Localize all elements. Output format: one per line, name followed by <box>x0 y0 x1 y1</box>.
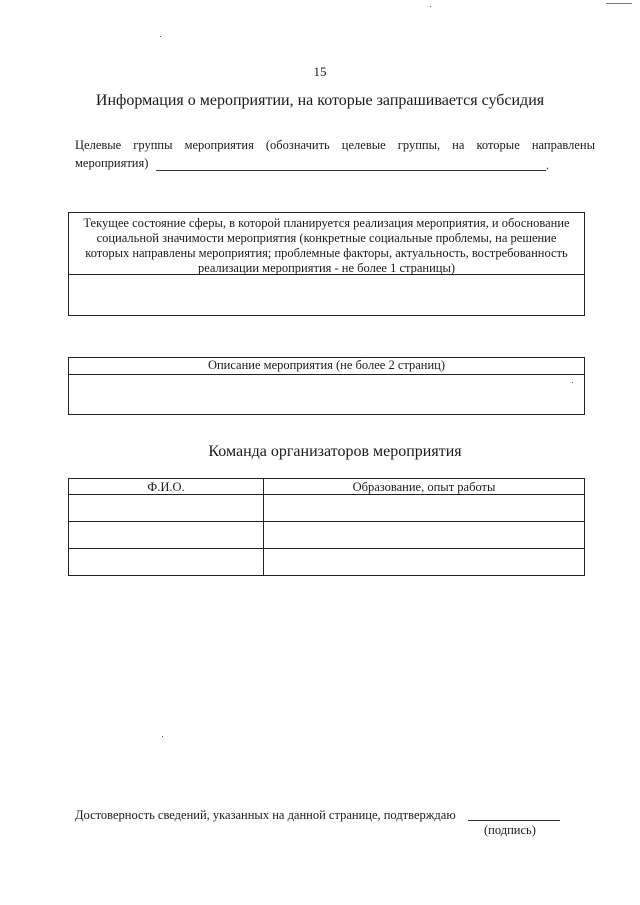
current-state-header <box>69 213 584 275</box>
scan-speck <box>162 736 163 737</box>
signature-caption: (подпись) <box>484 823 536 837</box>
current-state-header-line: Текущее состояние сферы, в которой планируется реализация мероприятия, и обоснование <box>83 216 570 230</box>
signature-line[interactable] <box>468 820 560 821</box>
column-header-name: Ф.И.О. <box>69 479 264 495</box>
current-state-header-line: социальной значимости мероприятия (конкретные социальные проблемы, на решение <box>96 231 557 245</box>
description-content-area[interactable] <box>69 375 584 414</box>
team-cell-name[interactable] <box>69 495 264 522</box>
team-table <box>68 478 585 576</box>
team-cell-education[interactable] <box>264 522 585 549</box>
table-row <box>69 495 585 522</box>
team-cell-education[interactable] <box>264 549 585 576</box>
target-groups-label: Целевые группы мероприятия (обозначить целевые группы, на которые направлены <box>75 138 595 152</box>
description-box <box>68 357 585 415</box>
current-state-header-line: реализации мероприятия - не более 1 страницы) <box>197 261 456 275</box>
current-state-box <box>68 212 585 316</box>
page-number: 15 <box>313 64 327 79</box>
current-state-header-line: которых направлены мероприятия; проблемные факторы, актуальность, востребованность <box>85 246 568 260</box>
team-table-header-row <box>69 479 585 495</box>
team-title: Команда организаторов мероприятия <box>208 443 462 460</box>
team-cell-education[interactable] <box>264 495 585 522</box>
target-groups-label-continued: мероприятия) <box>75 156 149 170</box>
scan-speck <box>160 36 161 37</box>
team-cell-name[interactable] <box>69 522 264 549</box>
scan-speck <box>572 382 573 383</box>
scan-speck <box>430 6 431 7</box>
team-cell-name[interactable] <box>69 549 264 576</box>
confirmation-statement: Достоверность сведений, указанных на данной странице, подтверждаю <box>75 808 456 822</box>
target-groups-end-mark: . <box>546 158 549 172</box>
page-heading: Информация о мероприятии, на которые запрашивается субсидия <box>95 92 545 109</box>
scan-edge-mark <box>606 3 632 4</box>
table-row <box>69 522 585 549</box>
column-header-education: Образование, опыт работы <box>264 479 585 495</box>
table-row <box>69 549 585 576</box>
current-state-content-area[interactable] <box>69 275 584 315</box>
description-header: Описание мероприятия (не более 2 страниц) <box>69 358 584 375</box>
target-groups-input-line[interactable] <box>156 170 546 171</box>
